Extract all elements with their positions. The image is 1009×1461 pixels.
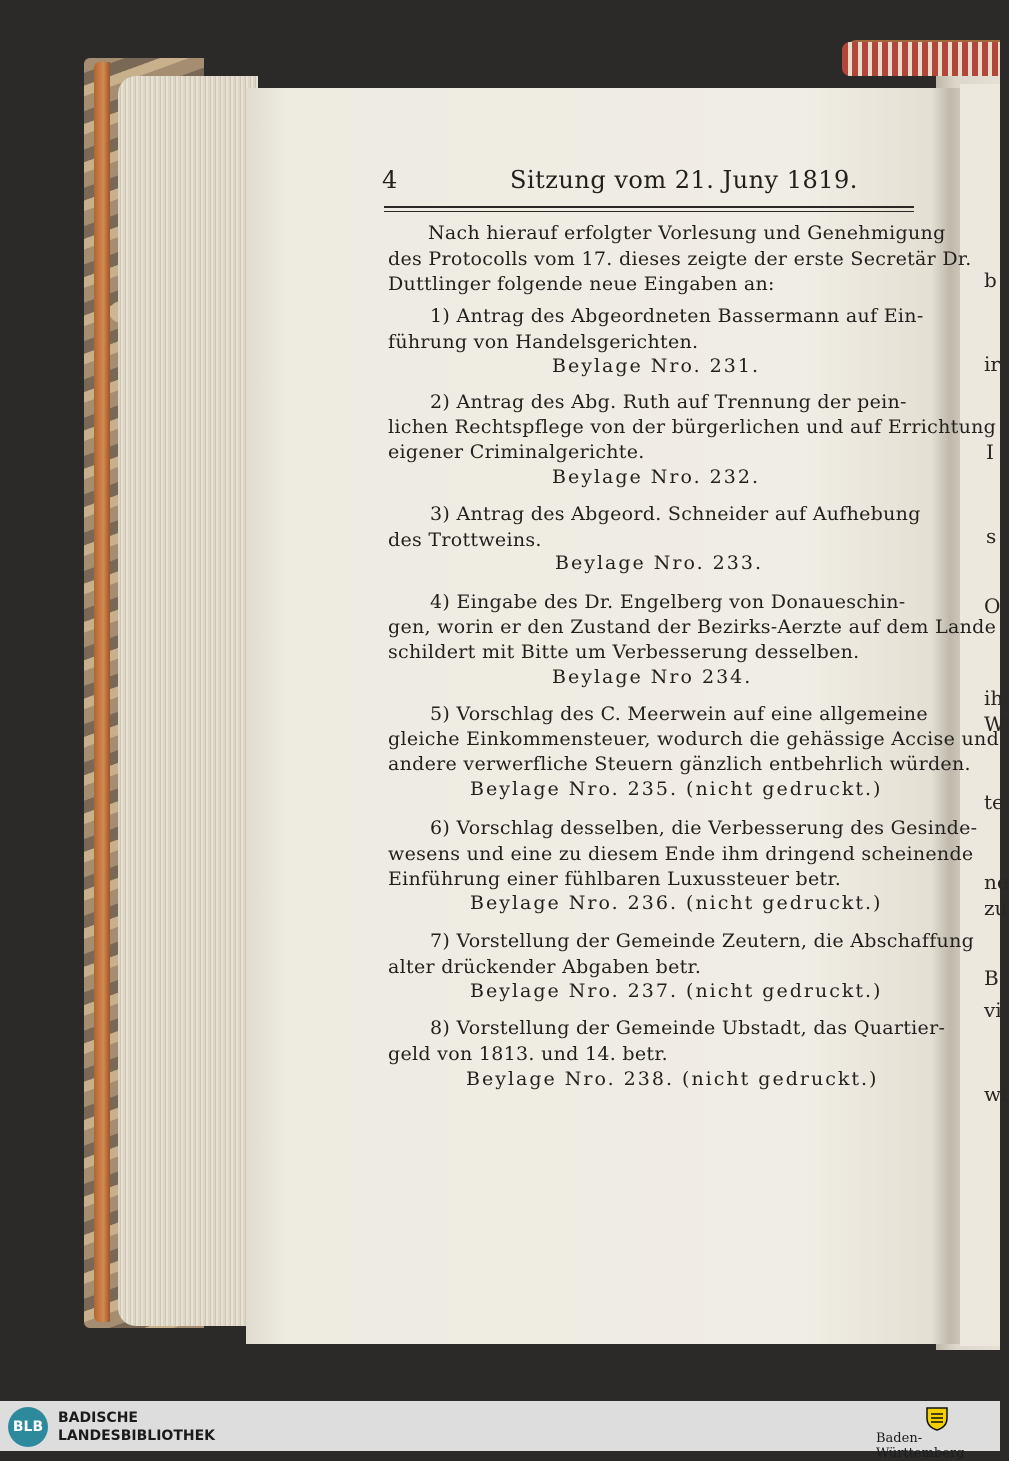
beilage-line: Beylage Nro. 232.: [552, 466, 760, 488]
library-name-line1: BADISCHE: [58, 1410, 138, 1426]
next-page-fragment: ih: [984, 686, 1004, 710]
text-line: gen, worin er den Zustand der Bezirks-Aerzte auf dem Lande: [388, 616, 997, 638]
cover-edge: [94, 62, 110, 1322]
page-header: [380, 166, 900, 202]
text-line: 5) Vorschlag des C. Meerwein auf eine allgemeine: [430, 703, 928, 725]
text-line: führung von Handelsgerichten.: [388, 331, 699, 353]
bookmark-ribbon: [842, 42, 1000, 76]
page-stack-edges: [118, 76, 258, 1326]
text-line: alter drückender Abgaben betr.: [388, 956, 702, 978]
text-line: eigener Criminalgerichte.: [388, 441, 645, 463]
text-line: andere verwerfliche Steuern gänzlich entbehrlich würden.: [388, 753, 971, 775]
beilage-line: Beylage Nro 234.: [552, 666, 753, 688]
page-number: 4: [382, 166, 398, 194]
text-line: 1) Antrag des Abgeordneten Bassermann auf Ein-: [430, 305, 924, 327]
text-line: 8) Vorstellung der Gemeinde Ubstadt, das Quartier-: [430, 1017, 946, 1039]
next-page-fragment: s: [986, 524, 997, 548]
text-line: des Trottweins.: [388, 529, 542, 551]
blb-logo: BLB: [8, 1407, 48, 1447]
text-line: Duttlinger folgende neue Eingaben an:: [388, 273, 775, 295]
next-page-fragment: b: [984, 268, 997, 292]
library-name: [58, 1409, 215, 1445]
next-page-fragment: I: [986, 440, 994, 464]
footer-bar: [0, 1401, 1000, 1461]
text-line: 6) Vorschlag desselben, die Verbesserung des Gesinde-: [430, 817, 978, 839]
next-page-fragment: zu: [984, 896, 1008, 920]
text-line: Einführung einer fühlbaren Luxussteuer betr.: [388, 868, 842, 890]
text-line: geld von 1813. und 14. betr.: [388, 1043, 668, 1065]
text-line: schildert mit Bitte um Verbesserung desselben.: [388, 641, 860, 663]
library-name-line2: LANDESBIBLIOTHEK: [58, 1428, 216, 1444]
text-line: 7) Vorstellung der Gemeinde Zeutern, die Abschaffung: [430, 930, 975, 952]
next-page-fragment: te: [984, 790, 1004, 814]
beilage-line: Beylage Nro. 235. (nicht gedruckt.): [470, 778, 883, 800]
beilage-line: Beylage Nro. 231.: [552, 355, 760, 377]
text-line: wesens und eine zu diesem Ende ihm dringend scheinende: [388, 843, 974, 865]
running-title: Sitzung vom 21. Juny 1819.: [510, 166, 858, 194]
next-page-fragment: ne: [984, 870, 1009, 894]
next-page-fragment: O: [984, 594, 1001, 618]
next-page-fragment: W: [984, 712, 1005, 736]
next-page-fragment: ir: [984, 352, 1000, 376]
text-line: gleiche Einkommensteuer, wodurch die gehässige Accise und: [388, 728, 1000, 750]
state-name: Baden-Württemberg: [876, 1431, 965, 1461]
beilage-line: Beylage Nro. 238. (nicht gedruckt.): [466, 1068, 879, 1090]
text-line: Nach hierauf erfolgter Vorlesung und Genehmigung: [428, 222, 946, 244]
next-page-fragment: B: [984, 966, 999, 990]
state-crest-icon: [924, 1405, 950, 1431]
next-page-fragment: wi: [984, 1082, 1008, 1106]
text-line: des Protocolls vom 17. dieses zeigte der erste Secretär Dr.: [388, 248, 972, 270]
beilage-line: Beylage Nro. 233.: [555, 552, 763, 574]
beilage-line: Beylage Nro. 236. (nicht gedruckt.): [470, 892, 883, 914]
text-line: 3) Antrag des Abgeord. Schneider auf Aufhebung: [430, 503, 921, 525]
text-line: 2) Antrag des Abg. Ruth auf Trennung der pein-: [430, 391, 907, 413]
text-line: lichen Rechtspflege von der bürgerlichen und auf Errichtung: [388, 416, 997, 438]
next-page-fragment: vi: [984, 998, 1002, 1022]
header-rule: [384, 206, 914, 212]
text-line: 4) Eingabe des Dr. Engelberg von Donaueschin-: [430, 591, 906, 613]
beilage-line: Beylage Nro. 237. (nicht gedruckt.): [470, 980, 883, 1002]
